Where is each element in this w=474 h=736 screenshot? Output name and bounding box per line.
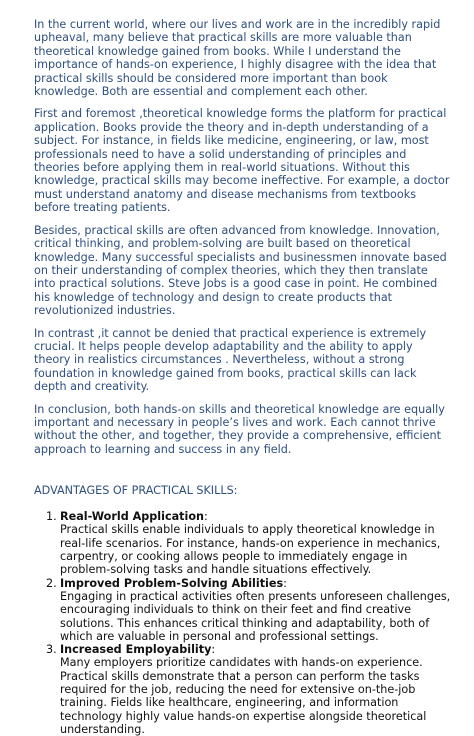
advantage-body: Practical skills enable individuals to apply theoretical knowledge in real-life scenarios. For instance, hands-on experience in mechanics, carpentry, or cooking allows people to immediately engage in problem-solving tasks and handle situations effectively. <box>60 523 441 577</box>
advantage-title: Increased Employability <box>60 643 212 657</box>
advantage-number: 2. <box>46 576 57 590</box>
advantage-number: 1. <box>46 510 57 524</box>
essay-paragraph-theory-platform: First and foremost ,theoretical knowledge forms the platform for practical application. Books provide the theory and in-depth understanding of a subject. For instance, in fields like medicine, engineering, or law, most professionals need to have a solid understanding of principles and theories before applying them in real-world situations. Without this knowledge, practical skills may become ineffective. For example, a doctor must understand anatomy and disease mechanisms from textbooks before treating patients. <box>34 107 450 215</box>
advantage-title: Improved Problem-Solving Abilities <box>60 576 284 590</box>
advantage-number: 3. <box>46 643 57 657</box>
advantage-title-colon: : <box>211 643 216 657</box>
advantage-title-colon: : <box>203 510 208 524</box>
essay-paragraph-skills-from-knowledge: Besides, practical skills are often advanced from knowledge. Innovation, critical thinking, and problem-solving are built based on theoretical knowledge. Many successful specialists and businessmen innovate based on their understanding of complex theories, which they then translate into practical solutions. Steve Jobs is a good case in point. He combined his knowledge of technology and design to create products that revolutionized industries. <box>34 223 447 318</box>
advantage-item-employability <box>46 643 452 736</box>
advantage-title-colon: : <box>283 576 287 590</box>
essay-paragraph-conclusion: In conclusion, both hands-on skills and theoretical knowledge are equally important and necessary in people’s lives and work. Each cannot thrive without the other, and together, they provide a comprehensive, efficient approach to learning and success in any field. <box>34 402 445 456</box>
advantage-item-problem-solving <box>46 576 452 643</box>
advantages-heading: ADVANTAGES OF PRACTICAL SKILLS: <box>34 484 238 498</box>
advantage-body: Many employers prioritize candidates with hands-on experience. Practical skills demonstrate that a person can perform the tasks required for the job, reducing the need for extensive on-the-job training. Fields like healthcare, engineering, and information technology highly value hands-on expertise alongside theoretical understanding. <box>60 656 427 736</box>
advantage-item-real-world <box>46 510 452 577</box>
essay-paragraph-intro: In the current world, where our lives and work are in the incredibly rapid upheaval, many believe that practical skills are more valuable than theoretical knowledge gained from books. While I understand the importance of hands-on experience, I highly disagree with the idea that practical skills should be considered more important than book knowledge. Both are essential and complement each other. <box>34 18 441 99</box>
advantage-title: Real-World Application <box>60 510 204 524</box>
essay-paragraph-contrast: In contrast ,it cannot be denied that practical experience is extremely crucial. It helps people develop adaptability and the ability to apply theory in realistics circumstances . Nevertheless, without a strong foundation in knowledge gained from books, practical skills can lack depth and creativity. <box>34 326 427 394</box>
advantages-list <box>34 510 452 736</box>
advantage-body: Engaging in practical activities often presents unforeseen challenges, encouraging individuals to think on their feet and find creative solutions. This enhances critical thinking and adaptability, both of which are valuable in personal and professional settings. <box>60 589 451 643</box>
